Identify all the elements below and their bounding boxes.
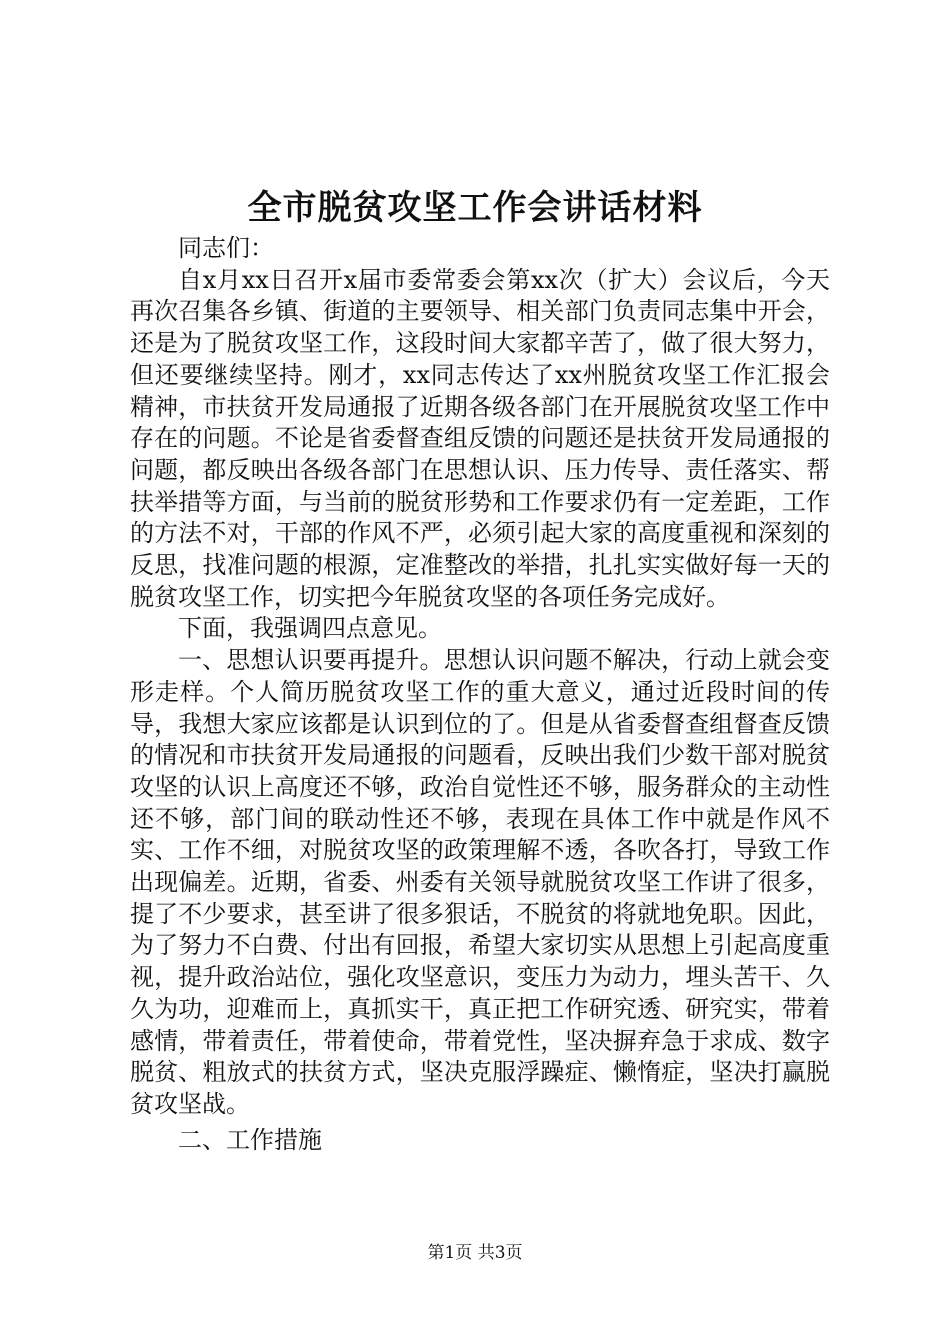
- document-title: 全市脱贫攻坚工作会讲话材料: [247, 188, 703, 228]
- paragraph: 一、思想认识要再提升。思想认识问题不解决，行动上就会变形走样。个人简历脱贫攻坚工作的重大意义，通过近段时间的传导，我想大家应该都是认识到位的了。但是从省委督查组督查反馈的情况和市扶贫开发局通报的问题看，反映出我们少数干部对脱贫攻坚的认识上高度还不够，政治自觉性还不够，服务群众的主动性还不够，部门间的联动性还不够，表现在具体工作中就是作风不实、工作不细，对脱贫攻坚的政策理解不透，各吹各打，导致工作出现偏差。近期，省委、州委有关领导就脱贫攻坚工作讲了很多，提了不少要求，甚至讲了很多狠话，不脱贫的将就地免职。因此，为了努力不白费、付出有回报，希望大家切实从思想上引起高度重视，提升政治站位，强化攻坚意识，变压力为动力，埋头苦干、久久为功，迎难而上，真抓实干，真正把工作研究透、研究实，带着感情，带着责任，带着使命，带着党性，坚决摒弃急于求成、数字脱贫、粗放式的扶贫方式，坚决克服浮躁症、懒惰症，坚决打赢脱贫攻坚战。: [130, 646, 830, 1118]
- document-body: [130, 233, 830, 1121]
- section-heading: 二、工作措施: [178, 1126, 322, 1154]
- paragraph: 下面，我强调四点意见。: [178, 614, 442, 643]
- salutation: 同志们：: [178, 234, 274, 262]
- paragraph: 自x月xx日召开x届市委常委会第xx次（扩大）会议后，今天再次召集各乡镇、街道的主要领导、相关部门负责同志集中开会，还是为了脱贫攻坚工作，这段时间大家都辛苦了，做了很大努力，但还要继续坚持。刚才，xx同志传达了xx州脱贫攻坚工作汇报会精神，市扶贫开发局通报了近期各级各部门在开展脱贫攻坚工作中存在的问题。不论是省委督查组反馈的问题还是扶贫开发局通报的问题，都反映出各级各部门在思想认识、压力传导、责任落实、帮扶举措等方面，与当前的脱贫形势和工作要求仍有一定差距，工作的方法不对，干部的作风不严，必须引起大家的高度重视和深刻的反思，找准问题的根源，定准整改的举措，扎扎实实做好每一天的脱贫攻坚工作，切实把今年脱贫攻坚的各项任务完成好。: [130, 265, 830, 611]
- page-footer: 第1页 共3页: [427, 1243, 523, 1263]
